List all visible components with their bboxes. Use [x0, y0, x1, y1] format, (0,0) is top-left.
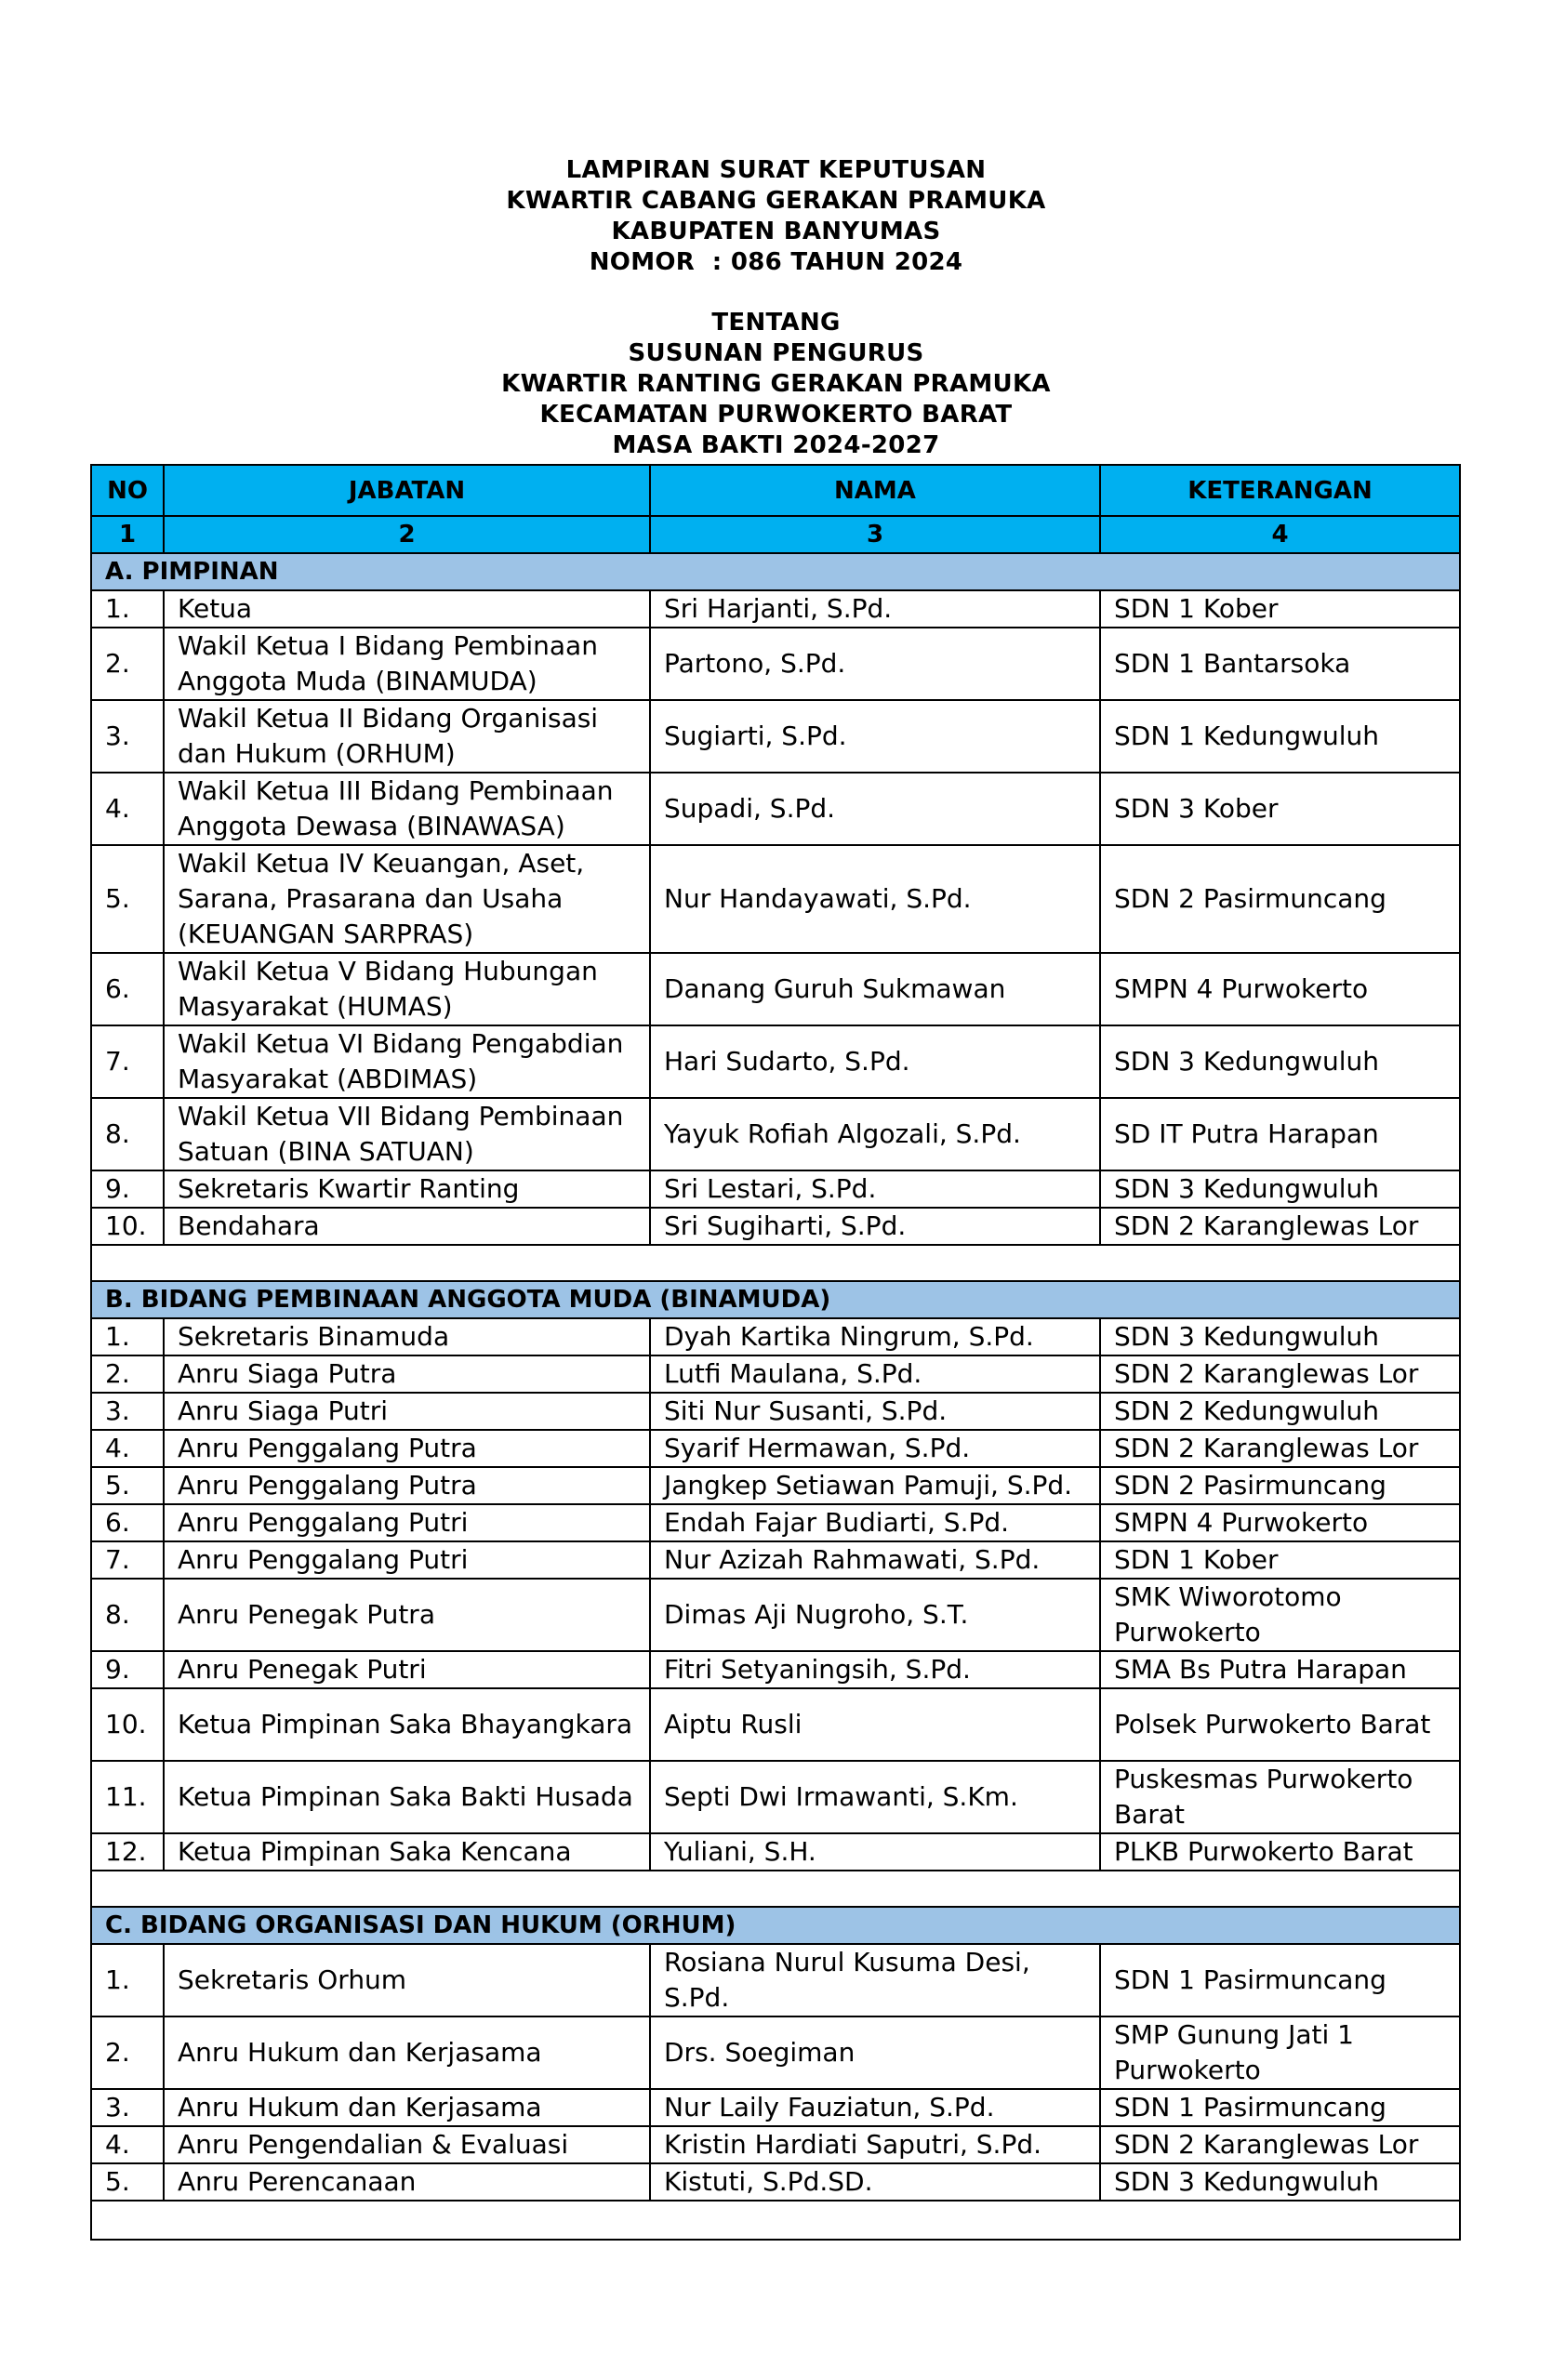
table-row	[91, 1833, 1460, 1871]
cell-jabatan: Anru Pengendalian & Evaluasi	[164, 2126, 650, 2163]
table-row	[91, 773, 1460, 845]
title-line: LAMPIRAN SURAT KEPUTUSAN	[565, 156, 987, 184]
table-row	[91, 1430, 1460, 1467]
spacer-row	[91, 1245, 1460, 1281]
cell-keterangan: SDN 2 Karanglewas Lor	[1100, 1355, 1460, 1393]
spacer-cell	[91, 2201, 1460, 2240]
cell-no: 6.	[91, 1504, 164, 1541]
cell-jabatan: Anru Penggalang Putra	[164, 1430, 650, 1467]
cell-nama: Nur Laily Fauziatun, S.Pd.	[650, 2089, 1100, 2126]
table-row	[91, 2016, 1460, 2089]
cell-jabatan: Anru Penggalang Putra	[164, 1467, 650, 1504]
column-number: 3	[650, 516, 1100, 553]
column-number: 4	[1100, 516, 1460, 553]
cell-nama: Nur Azizah Rahmawati, S.Pd.	[650, 1541, 1100, 1579]
spacer-row	[91, 2201, 1460, 2240]
cell-nama: Kristin Hardiati Saputri, S.Pd.	[650, 2126, 1100, 2163]
cell-keterangan: SMP Gunung Jati 1 Purwokerto	[1100, 2016, 1460, 2089]
cell-keterangan: SDN 3 Kedungwuluh	[1100, 1025, 1460, 1098]
cell-keterangan: SDN 1 Kober	[1100, 1541, 1460, 1579]
column-header-no: NO	[91, 465, 164, 516]
table-row	[91, 1504, 1460, 1541]
subject-line: MASA BAKTI 2024-2027	[612, 431, 940, 459]
section-header-row	[91, 1907, 1460, 1944]
table-row	[91, 1541, 1460, 1579]
cell-no: 8.	[91, 1579, 164, 1651]
cell-jabatan: Anru Penegak Putri	[164, 1651, 650, 1688]
cell-no: 7.	[91, 1541, 164, 1579]
table-header-row	[91, 465, 1460, 516]
table-row	[91, 953, 1460, 1025]
cell-keterangan: SDN 2 Karanglewas Lor	[1100, 1208, 1460, 1245]
cell-jabatan: Wakil Ketua V Bidang Hubungan Masyarakat (HUMAS)	[164, 953, 650, 1025]
cell-no: 8.	[91, 1098, 164, 1170]
cell-keterangan: SDN 2 Pasirmuncang	[1100, 845, 1460, 953]
cell-nama: Nur Handayawati, S.Pd.	[650, 845, 1100, 953]
table-row	[91, 1761, 1460, 1833]
cell-nama: Kistuti, S.Pd.SD.	[650, 2163, 1100, 2201]
cell-keterangan: SMA Bs Putra Harapan	[1100, 1651, 1460, 1688]
cell-nama: Syarif Hermawan, S.Pd.	[650, 1430, 1100, 1467]
cell-nama: Drs. Soegiman	[650, 2016, 1100, 2089]
cell-no: 6.	[91, 953, 164, 1025]
cell-nama: Rosiana Nurul Kusuma Desi, S.Pd.	[650, 1944, 1100, 2016]
cell-jabatan: Wakil Ketua VII Bidang Pembinaan Satuan (BINA SATUAN)	[164, 1098, 650, 1170]
table-row	[91, 1318, 1460, 1355]
cell-no: 10.	[91, 1208, 164, 1245]
cell-jabatan: Ketua Pimpinan Saka Bakti Husada	[164, 1761, 650, 1833]
cell-nama: Siti Nur Susanti, S.Pd.	[650, 1393, 1100, 1430]
cell-keterangan: PLKB Purwokerto Barat	[1100, 1833, 1460, 1871]
cell-nama: Hari Sudarto, S.Pd.	[650, 1025, 1100, 1098]
cell-jabatan: Anru Hukum dan Kerjasama	[164, 2016, 650, 2089]
cell-nama: Aiptu Rusli	[650, 1688, 1100, 1761]
cell-no: 10.	[91, 1688, 164, 1761]
cell-nama: Partono, S.Pd.	[650, 628, 1100, 700]
table-row	[91, 1579, 1460, 1651]
cell-keterangan: Puskesmas Purwokerto Barat	[1100, 1761, 1460, 1833]
cell-no: 1.	[91, 1318, 164, 1355]
cell-jabatan: Bendahara	[164, 1208, 650, 1245]
cell-jabatan: Wakil Ketua VI Bidang Pengabdian Masyarakat (ABDIMAS)	[164, 1025, 650, 1098]
spacer-row	[91, 1871, 1460, 1907]
subject-line: KWARTIR RANTING GERAKAN PRAMUKA	[501, 370, 1051, 398]
table-row	[91, 2163, 1460, 2201]
cell-jabatan: Anru Penggalang Putri	[164, 1504, 650, 1541]
table-row	[91, 700, 1460, 773]
cell-keterangan: SDN 2 Karanglewas Lor	[1100, 1430, 1460, 1467]
cell-keterangan: SDN 3 Kedungwuluh	[1100, 1318, 1460, 1355]
cell-no: 3.	[91, 700, 164, 773]
cell-nama: Yuliani, S.H.	[650, 1833, 1100, 1871]
roster-body	[91, 553, 1460, 2240]
cell-no: 2.	[91, 1355, 164, 1393]
table-row	[91, 1467, 1460, 1504]
table-row	[91, 1944, 1460, 2016]
cell-jabatan: Wakil Ketua II Bidang Organisasi dan Hukum (ORHUM)	[164, 700, 650, 773]
cell-no: 1.	[91, 1944, 164, 2016]
table-row	[91, 1651, 1460, 1688]
section-header-row	[91, 553, 1460, 590]
cell-nama: Supadi, S.Pd.	[650, 773, 1100, 845]
cell-jabatan: Anru Siaga Putra	[164, 1355, 650, 1393]
column-header-jabatan: JABATAN	[164, 465, 650, 516]
cell-no: 2.	[91, 2016, 164, 2089]
cell-keterangan: SMK Wiworotomo Purwokerto	[1100, 1579, 1460, 1651]
section-title: C. BIDANG ORGANISASI DAN HUKUM (ORHUM)	[91, 1907, 1460, 1944]
cell-jabatan: Sekretaris Binamuda	[164, 1318, 650, 1355]
table-row	[91, 1098, 1460, 1170]
cell-no: 2.	[91, 628, 164, 700]
cell-jabatan: Anru Siaga Putri	[164, 1393, 650, 1430]
table-row	[91, 1688, 1460, 1761]
cell-jabatan: Ketua	[164, 590, 650, 628]
cell-nama: Yayuk Rofiah Algozali, S.Pd.	[650, 1098, 1100, 1170]
column-header-keterangan: KETERANGAN	[1100, 465, 1460, 516]
subject-line: TENTANG	[711, 309, 841, 337]
cell-nama: Dyah Kartika Ningrum, S.Pd.	[650, 1318, 1100, 1355]
table-row	[91, 628, 1460, 700]
cell-jabatan: Anru Penggalang Putri	[164, 1541, 650, 1579]
cell-keterangan: SDN 1 Bantarsoka	[1100, 628, 1460, 700]
cell-jabatan: Sekretaris Kwartir Ranting	[164, 1170, 650, 1208]
cell-no: 7.	[91, 1025, 164, 1098]
cell-no: 4.	[91, 2126, 164, 2163]
table-row	[91, 590, 1460, 628]
table-row	[91, 1208, 1460, 1245]
section-title: A. PIMPINAN	[91, 553, 1460, 590]
cell-nama: Septi Dwi Irmawanti, S.Km.	[650, 1761, 1100, 1833]
decree-number: NOMOR : 086 TAHUN 2024	[589, 248, 963, 276]
table-row	[91, 2126, 1460, 2163]
cell-no: 1.	[91, 590, 164, 628]
cell-nama: Sri Harjanti, S.Pd.	[650, 590, 1100, 628]
title-line: KWARTIR CABANG GERAKAN PRAMUKA	[506, 187, 1046, 215]
cell-nama: Lutfi Maulana, S.Pd.	[650, 1355, 1100, 1393]
table-row	[91, 1025, 1460, 1098]
cell-keterangan: SDN 1 Kober	[1100, 590, 1460, 628]
table-row	[91, 1355, 1460, 1393]
cell-jabatan: Anru Perencanaan	[164, 2163, 650, 2201]
cell-keterangan: SD IT Putra Harapan	[1100, 1098, 1460, 1170]
table-row	[91, 1170, 1460, 1208]
cell-nama: Jangkep Setiawan Pamuji, S.Pd.	[650, 1467, 1100, 1504]
cell-no: 5.	[91, 2163, 164, 2201]
roster-table	[90, 464, 1461, 2241]
table-row	[91, 1393, 1460, 1430]
cell-keterangan: SDN 3 Kedungwuluh	[1100, 2163, 1460, 2201]
section-title: B. BIDANG PEMBINAAN ANGGOTA MUDA (BINAMUDA)	[91, 1281, 1460, 1318]
cell-jabatan: Anru Hukum dan Kerjasama	[164, 2089, 650, 2126]
cell-no: 9.	[91, 1651, 164, 1688]
cell-keterangan: SDN 1 Pasirmuncang	[1100, 1944, 1460, 2016]
column-number: 2	[164, 516, 650, 553]
cell-nama: Sugiarti, S.Pd.	[650, 700, 1100, 773]
title-line: KABUPATEN BANYUMAS	[611, 218, 941, 245]
cell-no: 12.	[91, 1833, 164, 1871]
document-title-block	[0, 155, 1552, 278]
column-header-nama: NAMA	[650, 465, 1100, 516]
cell-nama: Endah Fajar Budiarti, S.Pd.	[650, 1504, 1100, 1541]
cell-no: 3.	[91, 1393, 164, 1430]
cell-jabatan: Wakil Ketua III Bidang Pembinaan Anggota Dewasa (BINAWASA)	[164, 773, 650, 845]
cell-no: 5.	[91, 845, 164, 953]
cell-jabatan: Ketua Pimpinan Saka Kencana	[164, 1833, 650, 1871]
cell-keterangan: SDN 2 Kedungwuluh	[1100, 1393, 1460, 1430]
column-number-row	[91, 516, 1460, 553]
column-number: 1	[91, 516, 164, 553]
cell-no: 11.	[91, 1761, 164, 1833]
cell-keterangan: SDN 3 Kedungwuluh	[1100, 1170, 1460, 1208]
cell-nama: Danang Guruh Sukmawan	[650, 953, 1100, 1025]
subject-line: SUSUNAN PENGURUS	[628, 339, 924, 367]
cell-jabatan: Ketua Pimpinan Saka Bhayangkara	[164, 1688, 650, 1761]
cell-keterangan: SDN 1 Pasirmuncang	[1100, 2089, 1460, 2126]
cell-nama: Dimas Aji Nugroho, S.T.	[650, 1579, 1100, 1651]
cell-jabatan: Wakil Ketua I Bidang Pembinaan Anggota Muda (BINAMUDA)	[164, 628, 650, 700]
cell-keterangan: SDN 1 Kedungwuluh	[1100, 700, 1460, 773]
subject-line: KECAMATAN PURWOKERTO BARAT	[539, 401, 1013, 429]
section-header-row	[91, 1281, 1460, 1318]
cell-keterangan: SDN 2 Pasirmuncang	[1100, 1467, 1460, 1504]
cell-jabatan: Wakil Ketua IV Keuangan, Aset, Sarana, Prasarana dan Usaha (KEUANGAN SARPRAS)	[164, 845, 650, 953]
table-row	[91, 2089, 1460, 2126]
cell-keterangan: Polsek Purwokerto Barat	[1100, 1688, 1460, 1761]
cell-no: 3.	[91, 2089, 164, 2126]
cell-jabatan: Sekretaris Orhum	[164, 1944, 650, 2016]
cell-no: 9.	[91, 1170, 164, 1208]
cell-no: 5.	[91, 1467, 164, 1504]
cell-keterangan: SMPN 4 Purwokerto	[1100, 1504, 1460, 1541]
cell-keterangan: SDN 3 Kober	[1100, 773, 1460, 845]
cell-no: 4.	[91, 1430, 164, 1467]
document-subject-block	[0, 308, 1552, 461]
cell-nama: Sri Sugiharti, S.Pd.	[650, 1208, 1100, 1245]
cell-keterangan: SMPN 4 Purwokerto	[1100, 953, 1460, 1025]
cell-nama: Fitri Setyaningsih, S.Pd.	[650, 1651, 1100, 1688]
cell-nama: Sri Lestari, S.Pd.	[650, 1170, 1100, 1208]
spacer-cell	[91, 1871, 1460, 1907]
table-row	[91, 845, 1460, 953]
cell-no: 4.	[91, 773, 164, 845]
spacer-cell	[91, 1245, 1460, 1281]
cell-jabatan: Anru Penegak Putra	[164, 1579, 650, 1651]
cell-keterangan: SDN 2 Karanglewas Lor	[1100, 2126, 1460, 2163]
